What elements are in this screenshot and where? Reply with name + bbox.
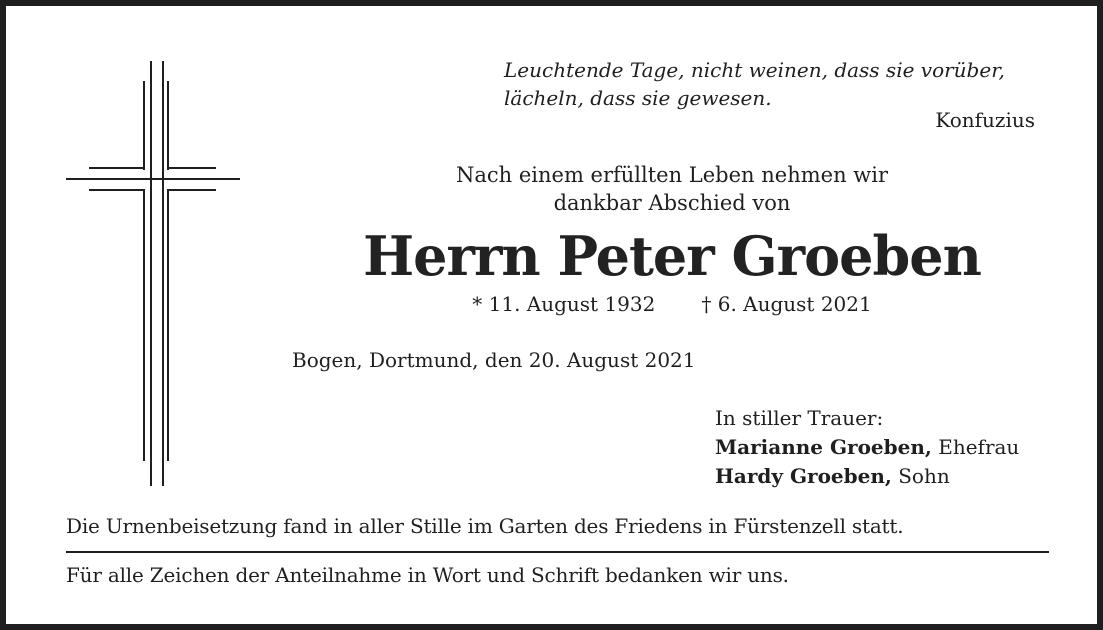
intro-line-1: Nach einem erfüllten Leben nehmen wir	[456, 163, 888, 187]
deceased-name: Herrn Peter Groeben	[363, 224, 981, 288]
mourner-row	[715, 462, 1019, 491]
place-and-date: Bogen, Dortmund, den 20. August 2021	[292, 348, 696, 372]
urn-burial-notice: Die Urnenbeisetzung fand in aller Stille im Garten des Friedens in Fürstenzell statt.	[66, 514, 904, 538]
mourner-relation: Sohn	[898, 464, 950, 488]
intro-text	[336, 161, 1008, 217]
quote-author: Konfuzius	[935, 108, 1035, 132]
mourners-block	[715, 404, 1019, 491]
birth-date: * 11. August 1932	[472, 292, 656, 316]
quote-line-2: lächeln, dass sie gewesen.	[504, 86, 772, 110]
mourning-heading: In stiller Trauer:	[715, 406, 884, 430]
thanks-note: Für alle Zeichen der Anteilnahme in Wort und Schrift bedanken wir uns.	[66, 563, 789, 587]
mourner-name: Marianne Groeben,	[715, 435, 932, 459]
mourner-relation: Ehefrau	[938, 435, 1020, 459]
intro-line-2: dankbar Abschied von	[553, 191, 791, 215]
mourner-name: Hardy Groeben,	[715, 464, 892, 488]
life-dates	[336, 292, 1008, 316]
divider-line	[66, 551, 1049, 553]
quote	[504, 56, 1052, 112]
cross-icon	[64, 61, 242, 486]
mourner-row	[715, 433, 1019, 462]
quote-line-1: Leuchtende Tage, nicht weinen, dass sie vorüber,	[504, 58, 1005, 82]
death-date: † 6. August 2021	[701, 292, 872, 316]
